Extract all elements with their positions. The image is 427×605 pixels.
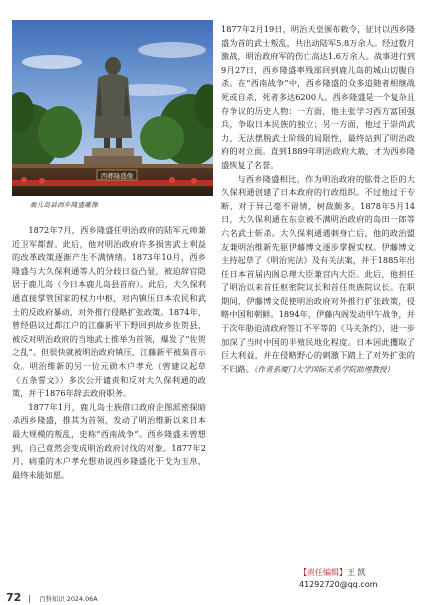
editor-email: 41292720@qq.com	[299, 580, 378, 589]
statue-photo-graphic	[12, 20, 213, 196]
statue-photo	[12, 20, 213, 196]
editor-name: 王 凯	[347, 568, 366, 577]
paragraph: 1877年2月19日，明治天皇颁布敕令，征讨以西乡隆盛为首的武士叛乱，共出动陆军5.8万余人。经过数月激战，明治政府军的伤亡高达1.6万余人。战事进行到9月27日，西乡隆盛率残部回到鹿儿岛的城山切腹自杀。在“西南战争”中，西乡隆盛的众多追随者相继战死或自杀，死者多达6200人。西乡隆盛是一个复杂且存争议的历史人物：一方面，他主张学习西方富国强兵，争取日本民族的独立；另一方面，他过于崇尚武力，无法摆脱武士阶级的局限性，最终站到了明治政府的对立面。直到1889年明治政府大赦，才为西乡隆盛恢复了名誉。	[221, 24, 415, 170]
left-column	[12, 224, 206, 482]
paragraph-text: 与西乡隆盛相比，作为明治政府的肱骨之臣的大久保利通创建了日本政府的行政组织。不过他过于专断，对于异己毫不留情，树敌颇多。1878年5月14日，大久保利通在东京被不满明治政府的岛田一郎等六名武士斩杀。大久保利通遇刺身亡后，他的政治盟友兼明治维新先驱伊藤博文逐步掌握实权。伊藤博文主持起草了《明治宪法》及有关法案，并于1885年出任日本首届内阁总理大臣兼宫内大臣。此后，他担任了明治以来首任枢密院议长和首任贵族院议长。在职期间，伊藤博文促使明治政府对外推行扩张政策，侵略中国和朝鲜。1894年，伊藤内阁发动甲午战争，并于次年胁迫清政府签订不平等的《马关条约》，进一步加深了当时中国的半殖民地化程度。日本因此攫取了巨大利益，并在侵略野心的刺激下踏上了对外扩张的不归路。	[221, 173, 415, 374]
author-note: （作者系厦门大学国际关系学院助理教授）	[253, 364, 395, 374]
page-number: 72	[6, 591, 22, 604]
footer-divider: |	[28, 594, 32, 603]
right-column	[221, 23, 415, 376]
page-footer	[6, 586, 98, 605]
editor-credit	[299, 567, 415, 591]
photo-caption: 鹿儿岛县西乡隆盛雕像	[30, 201, 98, 209]
paragraph: 1872年7月，西乡隆盛任明治政府的陆军元帅兼近卫军都督。此后，他对明治政府许多损害武士利益的改革政策逐渐产生不满情绪。1873年10月，西乡隆盛与大久保利通等人的分歧日益凸显，被迫辞官隐居于鹿儿岛（今日本鹿儿岛县首府）。此后，大久保利通直接掌管国家的权力中枢，对内镇压日本农民和武士的反政府暴动，对外推行侵略扩张政策。1874年，曾经倡议过都江户的江藤新平下野回到故乡佐贺县，被反对明治政府的当地武士推举为首领，爆发了“佐贺之乱”。但很快就被明治政府镇压，江藤新平被枭首示众。明治维新的另一位元勋木户孝允（曾建议起草《五条誓文》）多次公开谴责和反对大久保利通的政策，并于1876年辞去政府职务。	[12, 225, 206, 399]
paragraph: 1877年1月，鹿儿岛士族借口政府企图派密探暗杀西乡隆盛，推其为首领，发动了明治维新以来日本最大规模的叛乱，史称“西南战争”。西乡隆盛未曾想到，自己竟然会变成明治政府讨伐的对象。1877年2月，病重的木户孝允想劝说西乡隆盛化干戈为玉帛，最终未能如愿。	[12, 401, 206, 480]
paragraph	[221, 173, 415, 377]
journal-issue: 百科知识 2024.06A	[39, 595, 98, 603]
plaque-text: 西郷隆盛像	[100, 172, 134, 180]
editor-label: 【责任编辑】	[299, 568, 347, 577]
